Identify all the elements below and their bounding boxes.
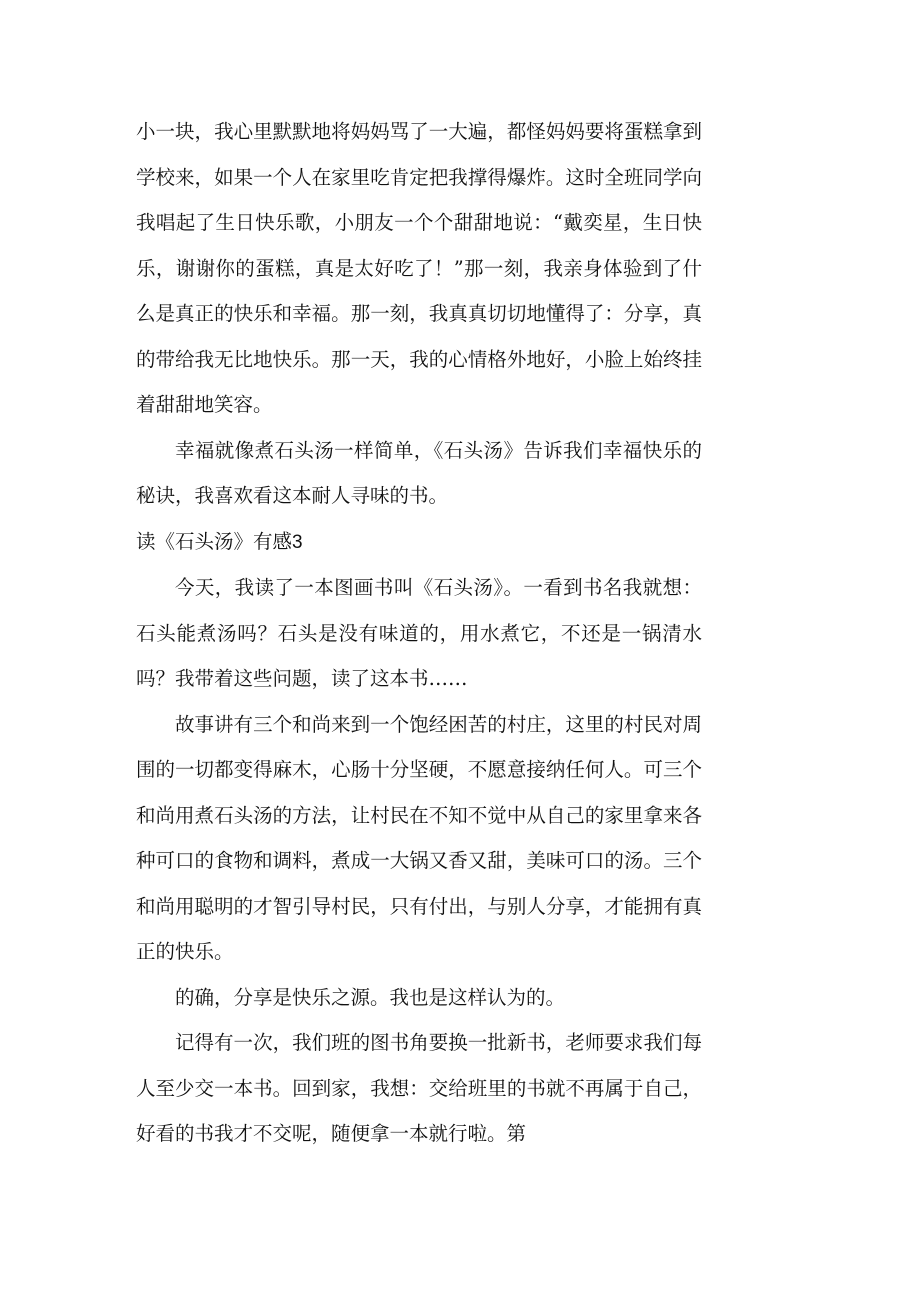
section-heading xyxy=(136,519,702,566)
paragraph-conclusion: 幸福就像煮石头汤一样简单，《石头汤》告诉我们幸福快乐的秘诀，我喜欢看这本耐人寻味的书。 xyxy=(136,438,702,507)
paragraph-story: 故事讲有三个和尚来到一个饱经困苦的村庄，这里的村民对周围的一切都变得麻木，心肠十分坚硬，不愿意接纳任何人。可三个和尚用煮石头汤的方法，让村民在不知不觉中从自己的家里拿来各种可口的食物和调料，煮成一大锅又香又甜，美味可口的汤。三个和尚用聪明的才智引导村民，只有付出，与别人分享，才能拥有真正的快乐。 xyxy=(136,712,702,963)
section-heading-number: 3 xyxy=(292,531,303,553)
section-heading-text: 读《石头汤》有感 xyxy=(136,529,293,553)
document-body xyxy=(136,109,702,1157)
paragraph-continuation: 小一块，我心里默默地将妈妈骂了一大遍，都怪妈妈要将蛋糕拿到学校来，如果一个人在家里吃肯定把我撑得爆炸。这时全班同学向我唱起了生日快乐歌，小朋友一个个甜甜地说：“戴奕星，生日快乐，谢谢你的蛋糕，真是太好吃了！”那一刻，我亲身体验到了什么是真正的快乐和幸福。那一刻，我真真切切地懂得了：分享，真的带给我无比地快乐。那一天，我的心情格外地好，小脸上始终挂着甜甜地笑容。 xyxy=(136,120,702,416)
paragraph-memory: 记得有一次，我们班的图书角要换一批新书，老师要求我们每人至少交一本书。回到家，我想：交给班里的书就不再属于自己，好看的书我才不交呢，随便拿一本就行啦。第 xyxy=(136,1031,702,1145)
paragraph-opinion: 的确，分享是快乐之源。我也是这样认为的。 xyxy=(175,985,566,1009)
paragraph-intro: 今天，我读了一本图画书叫《石头汤》。一看到书名我就想：石头能煮汤吗？石头是没有味道的，用水煮它，不还是一锅清水吗？我带着这些问题，读了这本书…… xyxy=(136,576,702,690)
